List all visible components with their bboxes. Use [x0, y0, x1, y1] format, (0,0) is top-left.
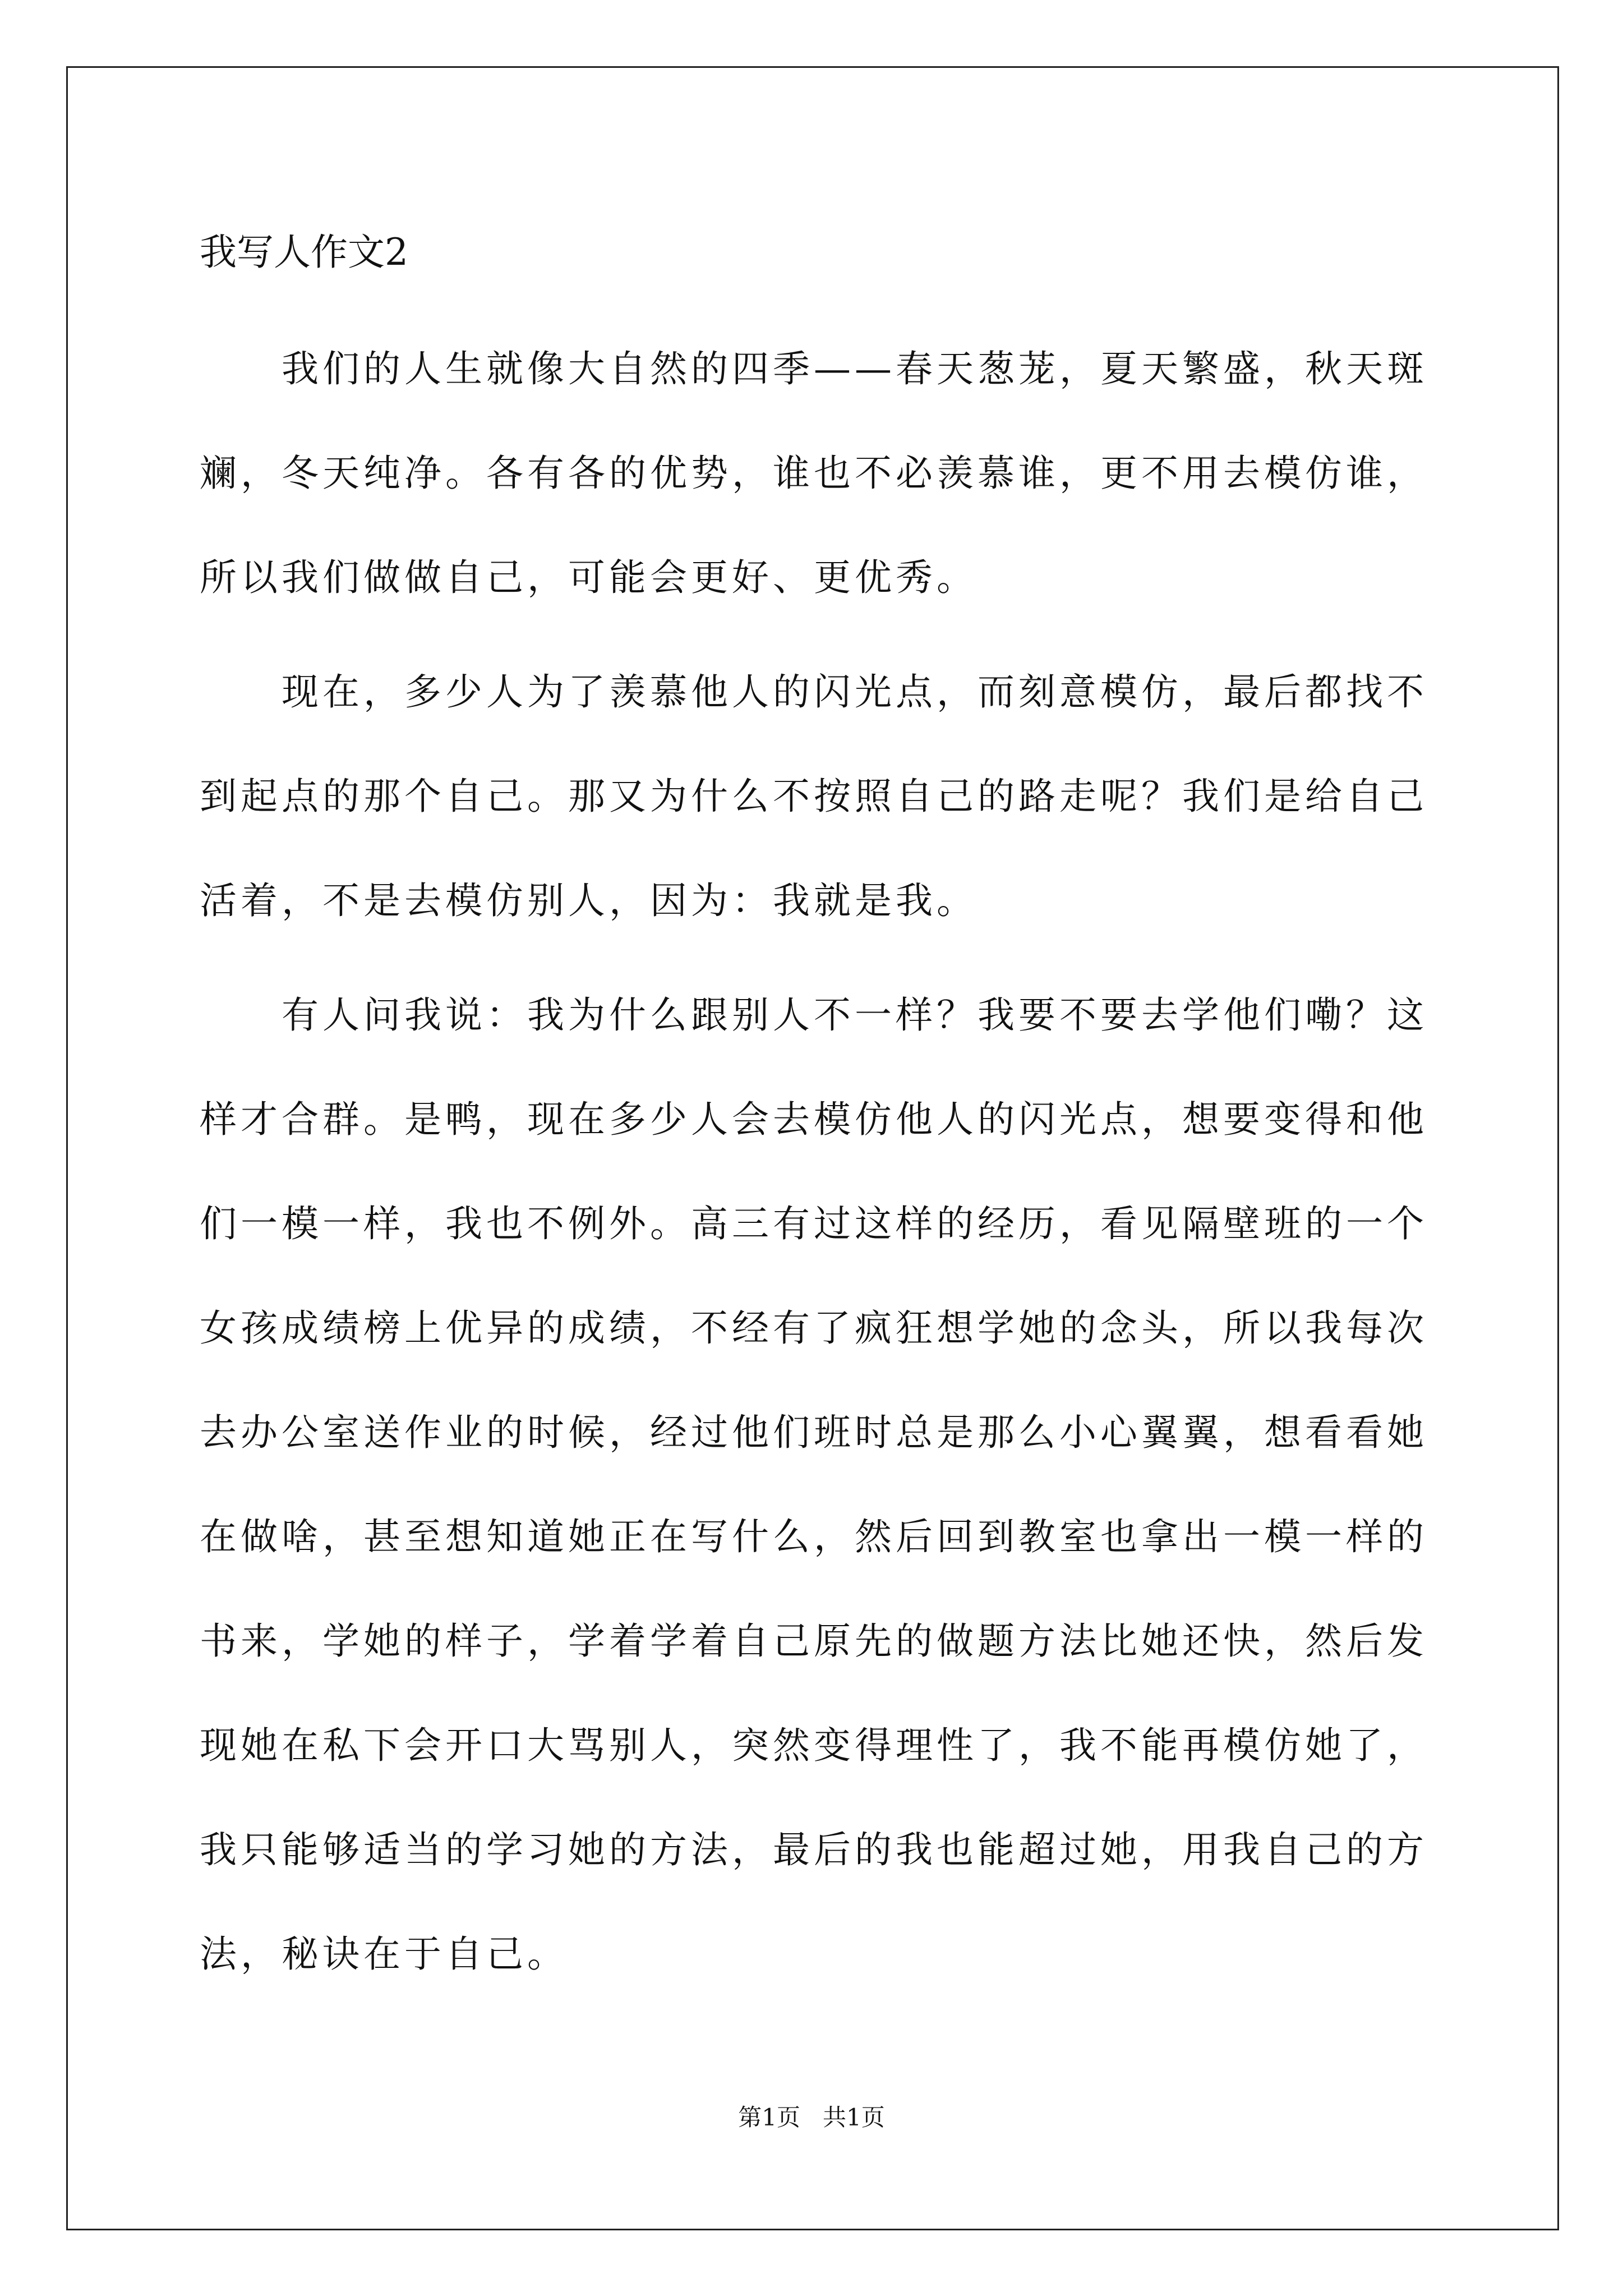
page-number-footer: 第1页 共1页 [738, 2104, 885, 2131]
paragraph-2: 现在，多少人为了羡慕他人的闪光点，而刻意模仿，最后都找不到起点的那个自己。那又为什么不按照自己的路走呢？我们是给自己活着，不是去模仿别人，因为：我就是我。 [200, 670, 1428, 922]
paragraph-3: 有人问我说：我为什么跟别人不一样？我要不要去学他们嘞？这样才合群。是鸭，现在多少人会去模仿他人的闪光点，想要变得和他们一模一样，我也不例外。高三有过这样的经历，看见隔壁班的一个女孩成绩榜上优异的成绩，不经有了疯狂想学她的念头，所以我每次去办公室送作业的时候，经过他们班时总是那么小心翼翼，想看看她在做啥，甚至想知道她正在写什么，然后回到教室也拿出一模一样的书来，学她的样子，学着学着自己原先的做题方法比她还快，然后发现她在私下会开口大骂别人，突然变得理性了，我不能再模仿她了，我只能够适当的学习她的方法，最后的我也能超过她，用我自己的方法，秘诀在于自己。 [200, 993, 1428, 1976]
document-body [200, 317, 1428, 2017]
paragraph-1: 我们的人生就像大自然的四季——春天葱茏，夏天繁盛，秋天斑斓，冬天纯净。各有各的优势，谁也不必羡慕谁，更不用去模仿谁，所以我们做做自己，可能会更好、更优秀。 [200, 347, 1428, 599]
document-title: 我写人作文2 [200, 231, 408, 274]
